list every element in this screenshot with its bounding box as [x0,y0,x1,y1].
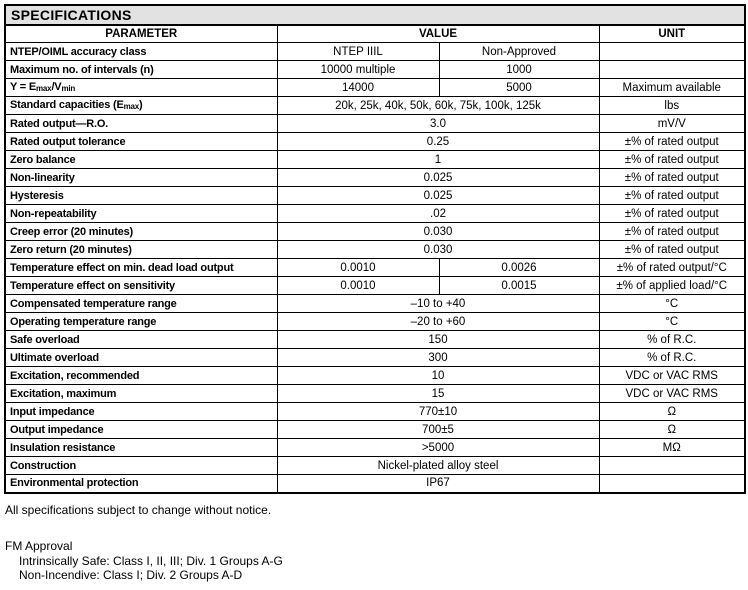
specifications-table [4,4,746,494]
spec-row [5,403,745,421]
unit-cell: MΩ [599,439,745,457]
value-cell: 700±5 [277,421,599,439]
unit-cell: % of R.C. [599,349,745,367]
value-cell: 0.0010 [277,277,439,295]
value-cell: IP67 [277,475,599,493]
value-cell: 3.0 [277,115,599,133]
parameter-cell: Zero return (20 minutes) [5,241,277,259]
spec-row [5,187,745,205]
value-cell: 0.0010 [277,259,439,277]
unit-cell: Maximum available [599,79,745,97]
value-cell: 0.030 [277,223,599,241]
unit-cell: VDC or VAC RMS [599,367,745,385]
parameter-cell: Insulation resistance [5,439,277,457]
unit-cell: Ω [599,403,745,421]
unit-cell: ±% of rated output [599,133,745,151]
spec-row [5,439,745,457]
spec-row [5,223,745,241]
fm-approval-line: Non-Incendive: Class I; Div. 2 Groups A-D [19,568,243,582]
fm-approval-block [5,539,744,583]
spec-row [5,79,745,97]
value-cell: 0.0026 [439,259,599,277]
parameter-cell: Creep error (20 minutes) [5,223,277,241]
parameter-cell: Hysteresis [5,187,277,205]
value-cell: >5000 [277,439,599,457]
unit-cell: Ω [599,421,745,439]
parameter-cell: NTEP/OIML accuracy class [5,43,277,61]
notes-section [4,503,744,583]
spec-row [5,133,745,151]
parameter-cell: Input impedance [5,403,277,421]
unit-cell: ±% of rated output [599,205,745,223]
unit-cell: VDC or VAC RMS [599,385,745,403]
unit-cell: °C [599,295,745,313]
table-title: SPECIFICATIONS [5,5,745,25]
spec-row [5,259,745,277]
unit-cell: mV/V [599,115,745,133]
value-cell: 1000 [439,61,599,79]
parameter-cell: Maximum no. of intervals (n) [5,61,277,79]
subscript-text: min [61,84,76,93]
value-cell: 20k, 25k, 40k, 50k, 60k, 75k, 100k, 125k [277,97,599,115]
parameter-cell: Compensated temperature range [5,295,277,313]
disclaimer-text: All specifications subject to change without notice. [5,502,272,517]
value-cell: 0.0015 [439,277,599,295]
unit-cell: ±% of rated output [599,151,745,169]
value-cell: 0.25 [277,133,599,151]
spec-row [5,385,745,403]
parameter-cell: Standard capacities (Emax) [5,97,277,115]
subscript-text: max [123,102,140,111]
value-cell: 0.025 [277,187,599,205]
unit-cell [599,61,745,79]
parameter-cell: Safe overload [5,331,277,349]
value-cell: 5000 [439,79,599,97]
spec-row [5,349,745,367]
unit-cell: ±% of applied load/°C [599,277,745,295]
parameter-cell: Ultimate overload [5,349,277,367]
spec-row [5,205,745,223]
column-header-row [5,25,745,43]
parameter-cell: Non-repeatability [5,205,277,223]
unit-cell: lbs [599,97,745,115]
parameter-cell: Non-linearity [5,169,277,187]
value-cell: Nickel-plated alloy steel [277,457,599,475]
parameter-cell: Temperature effect on sensitivity [5,277,277,295]
spec-row [5,61,745,79]
col-header-value: VALUE [277,25,599,43]
value-cell: 1 [277,151,599,169]
parameter-cell: Rated output tolerance [5,133,277,151]
spec-row [5,43,745,61]
unit-cell [599,457,745,475]
spec-row [5,169,745,187]
spec-table-body [5,43,745,493]
spec-row [5,97,745,115]
spec-row [5,313,745,331]
value-cell: 15 [277,385,599,403]
parameter-cell: Operating temperature range [5,313,277,331]
subscript-text: max [36,84,52,93]
parameter-cell: Excitation, maximum [5,385,277,403]
value-cell: 10000 multiple [277,61,439,79]
col-header-parameter: PARAMETER [5,25,277,43]
parameter-cell: Output impedance [5,421,277,439]
spec-row [5,367,745,385]
value-cell: 14000 [277,79,439,97]
fm-approval-title: FM Approval [5,538,73,553]
parameter-cell: Construction [5,457,277,475]
value-cell: NTEP IIIL [277,43,439,61]
value-cell: 150 [277,331,599,349]
spec-row [5,241,745,259]
unit-cell: °C [599,313,745,331]
unit-cell: ±% of rated output [599,241,745,259]
value-cell: 10 [277,367,599,385]
value-cell: 300 [277,349,599,367]
spec-row [5,277,745,295]
spec-row [5,475,745,493]
parameter-cell: Zero balance [5,151,277,169]
value-cell: 0.030 [277,241,599,259]
spec-row [5,421,745,439]
parameter-cell: Y = Emax/Vmin [5,79,277,97]
col-header-unit: UNIT [599,25,745,43]
unit-cell: ±% of rated output [599,187,745,205]
value-cell: .02 [277,205,599,223]
parameter-cell: Environmental protection [5,475,277,493]
parameter-cell: Excitation, recommended [5,367,277,385]
unit-cell: % of R.C. [599,331,745,349]
spec-row [5,151,745,169]
unit-cell: ±% of rated output/°C [599,259,745,277]
value-cell: –20 to +60 [277,313,599,331]
value-cell: –10 to +40 [277,295,599,313]
unit-cell: ±% of rated output [599,169,745,187]
spec-row [5,331,745,349]
value-cell: Non-Approved [439,43,599,61]
fm-approval-line: Intrinsically Safe: Class I, II, III; Div. 1 Groups A-G [19,553,283,568]
value-cell: 770±10 [277,403,599,421]
table-title-row [5,5,745,25]
spec-row [5,457,745,475]
unit-cell: ±% of rated output [599,223,745,241]
value-cell: 0.025 [277,169,599,187]
unit-cell [599,43,745,61]
spec-row [5,115,745,133]
parameter-cell: Rated output—R.O. [5,115,277,133]
unit-cell [599,475,745,493]
spec-row [5,295,745,313]
parameter-cell: Temperature effect on min. dead load output [5,259,277,277]
